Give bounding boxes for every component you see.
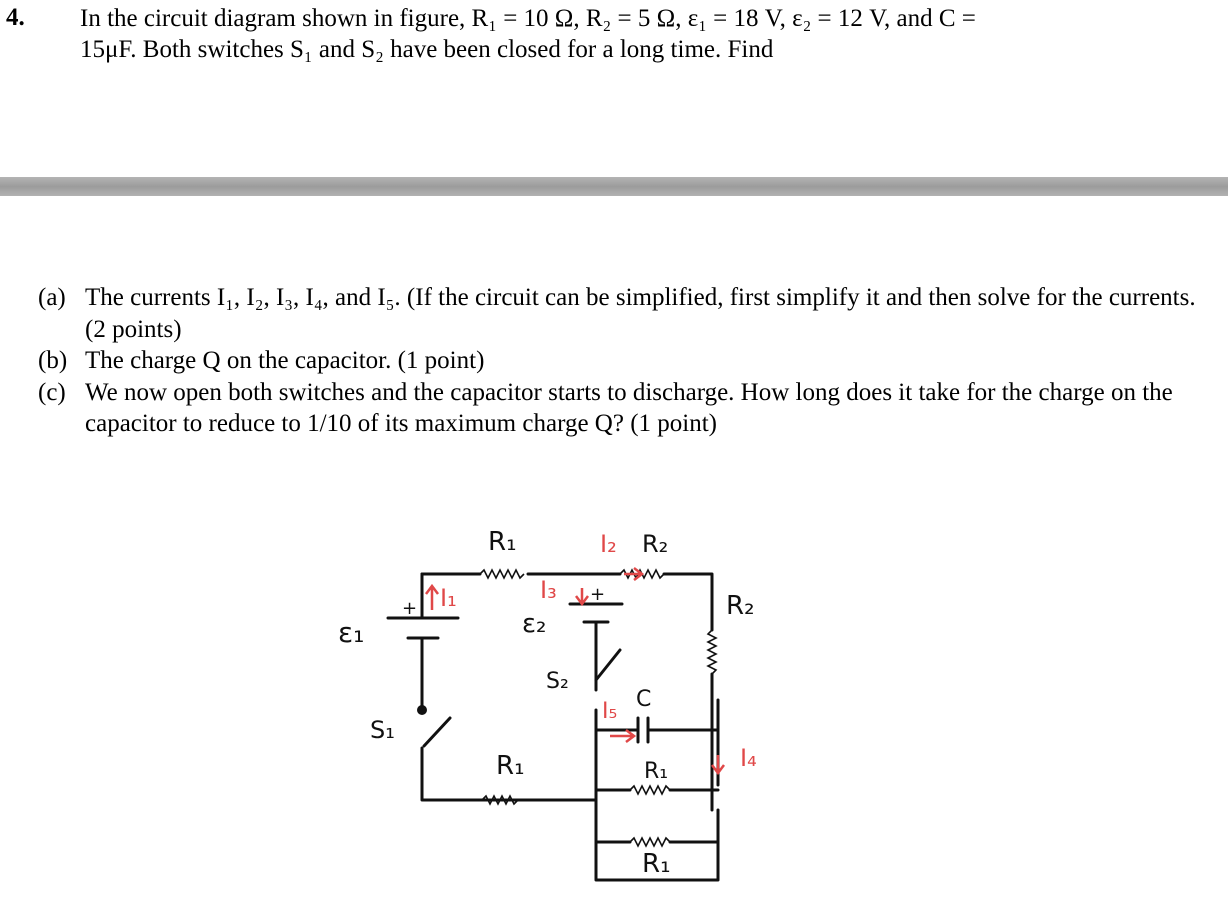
page-divider bbox=[0, 177, 1228, 196]
problem-number: 4. bbox=[6, 4, 25, 31]
label-s1: S₁ bbox=[370, 716, 395, 744]
circuit-diagram bbox=[300, 510, 820, 910]
label-r1-top: R₁ bbox=[488, 527, 517, 557]
label-s2: S₂ bbox=[546, 669, 569, 694]
label-r1-bottom: R₁ bbox=[642, 849, 671, 879]
part-c-text: We now open both switches and the capacitor starts to discharge. How long does it take for the charge on the capacitor to reduce to 1/10 of its maximum charge Q? (1 point) bbox=[85, 378, 1173, 437]
label-plus-e1: + bbox=[402, 598, 418, 619]
part-c bbox=[38, 377, 1218, 440]
label-i3: I₃ bbox=[540, 576, 557, 604]
label-r1-right: R₁ bbox=[644, 759, 669, 784]
resistor-r1-mid bbox=[482, 796, 518, 804]
label-r1-mid: R₁ bbox=[496, 751, 525, 781]
part-c-label: (c) bbox=[38, 378, 66, 406]
label-i5: I₅ bbox=[602, 699, 618, 724]
current-i3-arrow bbox=[576, 588, 588, 604]
label-i2: I₂ bbox=[600, 530, 617, 558]
part-a-label: (a) bbox=[38, 284, 66, 311]
part-b bbox=[38, 345, 1218, 377]
label-e1: ε₁ bbox=[338, 616, 365, 649]
label-r2-right: R₂ bbox=[726, 591, 755, 621]
resistor-r1-bottom bbox=[630, 838, 670, 846]
part-a bbox=[38, 282, 1218, 345]
wire-bottom bbox=[480, 790, 718, 842]
part-b-label: (b) bbox=[38, 347, 68, 374]
label-e2: ε₂ bbox=[522, 609, 547, 639]
wire-top bbox=[422, 574, 712, 630]
switch-s1-pivot bbox=[417, 705, 427, 715]
question-parts bbox=[38, 282, 1218, 440]
battery-e1-plates bbox=[388, 618, 458, 638]
resistor-r2-right bbox=[708, 630, 716, 674]
label-i1: I₁ bbox=[440, 584, 457, 612]
part-a-text: The currents I₁, I₂, I₃, I₄, and I₅. (If the circuit can be simplified, first simplify it and then solve for the currents. (2 points) bbox=[85, 284, 1196, 343]
problem-statement bbox=[80, 3, 1080, 65]
label-c: C bbox=[636, 687, 652, 712]
battery-e2-plates bbox=[570, 604, 622, 622]
switch-s1-blade bbox=[424, 718, 450, 746]
current-i4-arrow bbox=[712, 755, 724, 773]
part-b-text: The charge Q on the capacitor. (1 point) bbox=[85, 347, 485, 374]
label-i4: I₄ bbox=[740, 744, 757, 772]
current-i1-arrow bbox=[426, 586, 438, 610]
resistor-r1-right bbox=[630, 786, 670, 794]
label-plus-e2: + bbox=[590, 584, 606, 605]
current-i5-arrow bbox=[610, 730, 634, 742]
problem-text-line-1: In the circuit diagram shown in figure, R₁ = 10 Ω, R₂ = 5 Ω, ε₁ = 18 V, ε₂ = 12 V, and C = bbox=[80, 5, 976, 32]
problem-text-line-2: 15μF. Both switches S₁ and S₂ have been closed for a long time. Find bbox=[80, 36, 774, 63]
label-r2-top: R₂ bbox=[642, 530, 669, 558]
resistor-r1-top bbox=[480, 570, 524, 578]
